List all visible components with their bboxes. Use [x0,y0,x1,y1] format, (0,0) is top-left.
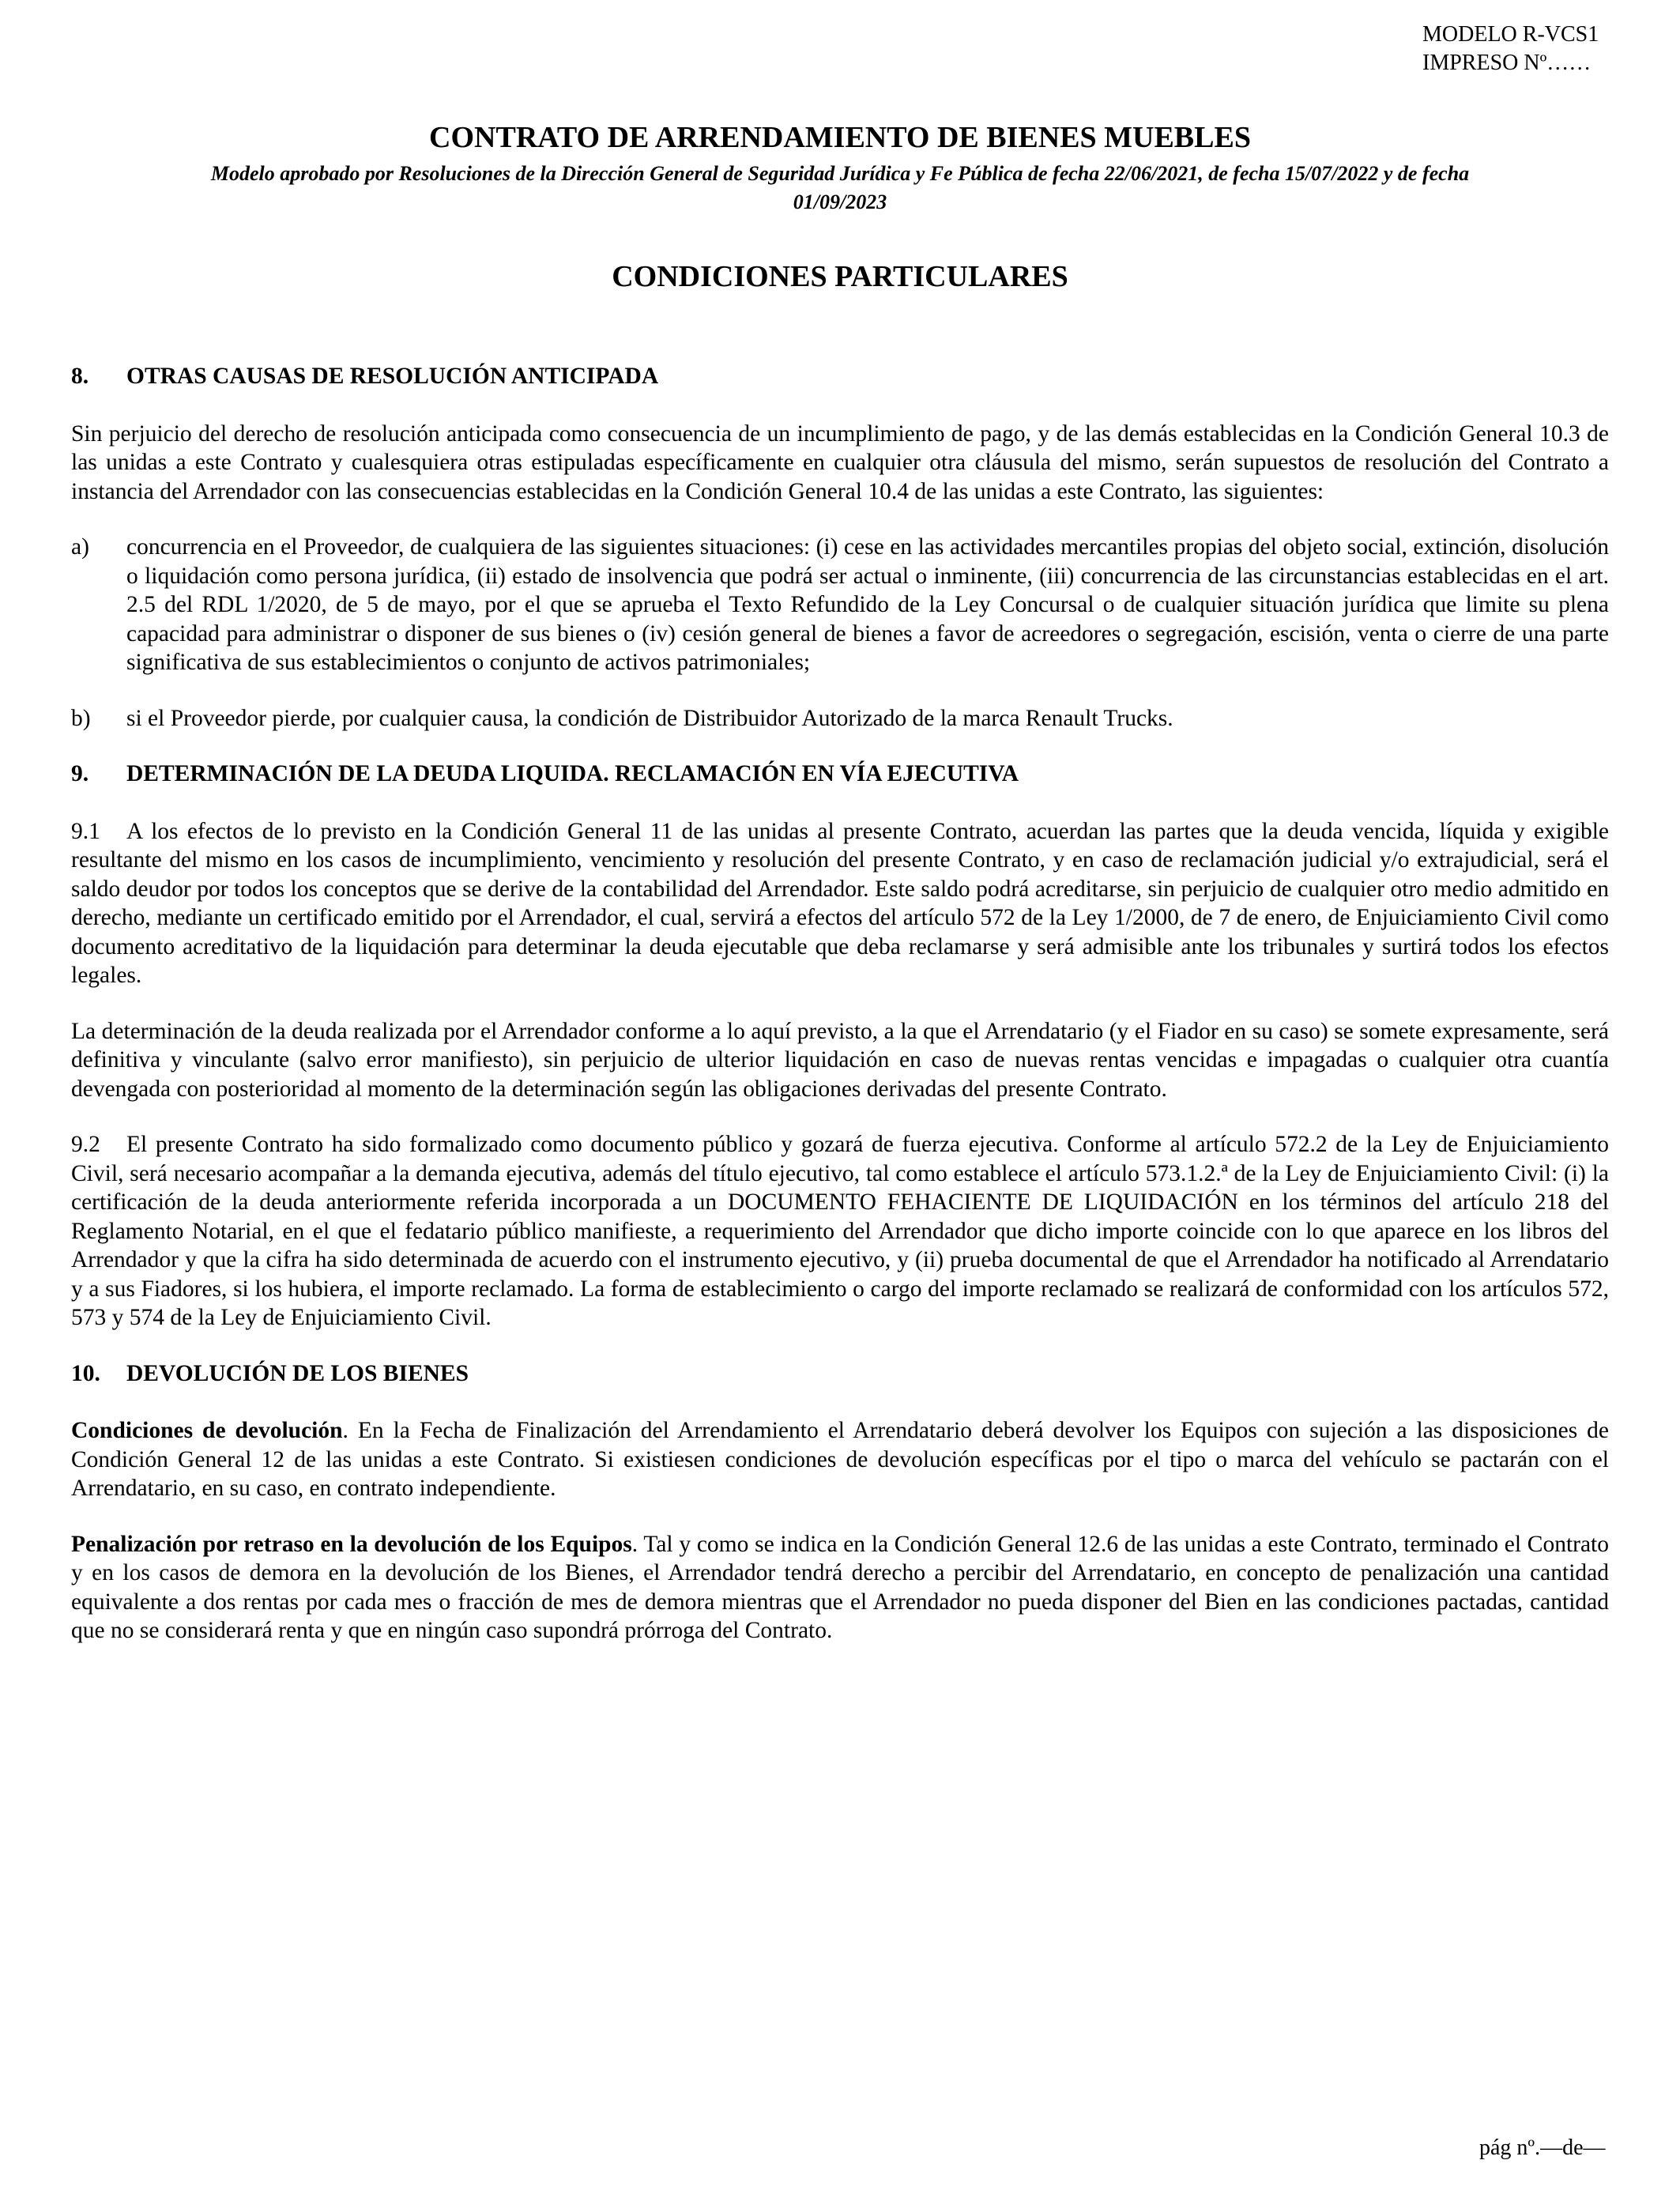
clause-number: 9.1 [71,818,100,844]
section-title: OTRAS CAUSAS DE RESOLUCIÓN ANTICIPADA [126,364,659,389]
document-title: CONTRATO DE ARRENDAMIENTO DE BIENES MUEBLES [429,121,1251,154]
list-text: concurrencia en el Proveedor, de cualquiera de las siguientes situaciones: (i) cese en las actividades mercantiles propias del objeto social, extinción, disolución o liquidación como persona jurídica, (ii) estado de insolvencia que podrá ser actual o inminente, (iii) concurrencia de las circunstancias establecidas en el art. 2.5 del RDL 1/2020, de 5 de mayo, por el que se aprueba el Texto Refundido de la Ley Concursal o de cualquier situación jurídica que limite su plena capacidad para administrar o disponer de sus bienes o (iv) cesión general de bienes a favor de acreedores o segregación, escisión, venta o cierre de una parte significativa de sus establecimientos o conjunto de activos patrimoniales; [126,534,1609,675]
list-letter: b) [71,705,91,731]
section-10-heading [71,1359,1609,1389]
paragraph-text: . En la Fecha de Finalización del Arrendamiento el Arrendatario deberá devolver los Equipos con sujeción a las disposiciones de Condición General 12 de las unidas a este Contrato. Si existiesen condiciones de devolución específicas por el tipo o marca del vehículo se pactarán con el Arrendatario, en su caso, en contrato independiente. [71,1418,1609,1501]
section-9-1-paragraph [71,817,1609,990]
clause-number: 9.2 [71,1132,100,1157]
paragraph-text: . Tal y como se indica en la Condición General 12.6 de las unidas a este Contrato, terminado el Contrato y en los casos de demora en la devolución de los Bienes, el Arrendador tendrá derecho a percibir del Arrendatario, en concepto de penalización una cantidad equivalente a dos rentas por cada mes o fracción de mes de demora mientras que el Arrendador no pueda disponer del Bien en las condiciones pactadas, cantidad que no se considerará renta y que en ningún caso supondrá prórroga del Contrato. [71,1531,1610,1643]
section-title: DETERMINACIÓN DE LA DEUDA LIQUIDA. RECLAMACIÓN EN VÍA EJECUTIVA [126,761,1019,786]
section-number: 8. [71,364,89,389]
section-9-heading [71,760,1609,789]
late-return-penalty-paragraph [71,1530,1609,1646]
print-number: IMPRESO Nº…… [1422,51,1591,75]
document-body [71,362,1609,1672]
section-9-2-paragraph [71,1130,1609,1333]
document-subtitle: Modelo aprobado por Resoluciones de la Dirección General de Seguridad Jurídica y Fe Pública de fecha 22/06/2021, de fecha 15/07/2022 y de fecha 01/09/2023 [210,162,1470,213]
document-header [71,119,1609,296]
list-item-a [71,533,1609,677]
list-item-b [71,704,1609,733]
return-conditions-paragraph [71,1416,1609,1503]
list-letter: a) [71,534,89,560]
section-8-intro: Sin perjuicio del derecho de resolución anticipada como consecuencia de un incumplimiento de pago, y de las demás establecidas en la Condición General 10.3 de las unidas a este Contrato y cualesquiera otras estipuladas específicamente en cualquier otra cláusula del mismo, serán supuestos de resolución del Contrato a instancia del Arrendador con las consecuencias establecidas en la Condición General 10.4 de las unidas a este Contrato, las siguientes: [71,420,1609,504]
paragraph-lead: Condiciones de devolución [71,1418,343,1443]
model-code: MODELO R-VCS1 [1422,22,1599,47]
conditions-title: CONDICIONES PARTICULARES [612,260,1068,293]
paragraph-lead: Penalización por retraso en la devolución de los Equipos [71,1531,632,1557]
list-text: si el Proveedor pierde, por cualquier causa, la condición de Distribuidor Autorizado de la marca Renault Trucks. [126,705,1173,731]
model-tag [1422,21,1599,77]
section-9-determination-paragraph: La determinación de la deuda realizada por el Arrendador conforme a lo aquí previsto, a la que el Arrendatario (y el Fiador en su caso) se somete expresamente, será definitiva y vinculante (salvo error manifiesto), sin perjuicio de ulterior liquidación en caso de nuevas rentas vencidas e impagadas o cualquier otra cuantía devengada con posterioridad al momento de la determinación según las obligaciones derivadas del presente Contrato. [71,1018,1609,1102]
clause-text: El presente Contrato ha sido formalizado como documento público y gozará de fuerza ejecutiva. Conforme al artículo 572.2 de la Ley de Enjuiciamiento Civil, será necesario acompañar a la demanda ejecutiva, además del título ejecutivo, tal como establece el artículo 573.1.2.ª de la Ley de Enjuiciamiento Civil: (i) la certificación de la deuda anteriormente referida incorporada a un DOCUMENTO FEHACIENTE DE LIQUIDACIÓN en los términos del artículo 218 del Reglamento Notarial, en el que el fedatario público manifieste, a requerimiento del Arrendador que dicho importe coincide con lo que aparece en los libros del Arrendador y que la cifra ha sido determinada de acuerdo con el instrumento ejecutivo, y (ii) prueba documental de que el Arrendador ha notificado al Arrendatario y a sus Fiadores, si los hubiera, el importe reclamado. La forma de establecimiento o cargo del importe reclamado se realizará de conformidad con los artículos 572, 573 y 574 de la Ley de Enjuiciamiento Civil. [71,1132,1609,1330]
section-8-heading [71,362,1609,391]
clause-text: A los efectos de lo previsto en la Condición General 11 de las unidas al presente Contrato, acuerdan las partes que la deuda vencida, líquida y exigible resultante del mismo en los casos de incumplimiento, vencimiento y resolución del presente Contrato, y en caso de reclamación judicial y/o extrajudicial, será el saldo deudor por todos los conceptos que se derive de la contabilidad del Arrendador. Este saldo podrá acreditarse, sin perjuicio de cualquier otro medio admitido en derecho, mediante un certificado emitido por el Arrendador, el cual, servirá a efectos del artículo 572 de la Ley 1/2000, de 7 de enero, de Enjuiciamiento Civil como documento acreditativo de la liquidación para determinar la deuda ejecutable que deba reclamarse y será admisible ante los tribunales y surtirá todos los efectos legales. [71,818,1609,988]
page-number: pág nº.—de— [1479,2136,1606,2160]
section-number: 10. [71,1360,100,1386]
section-number: 9. [71,761,89,786]
section-title: DEVOLUCIÓN DE LOS BIENES [126,1360,469,1386]
